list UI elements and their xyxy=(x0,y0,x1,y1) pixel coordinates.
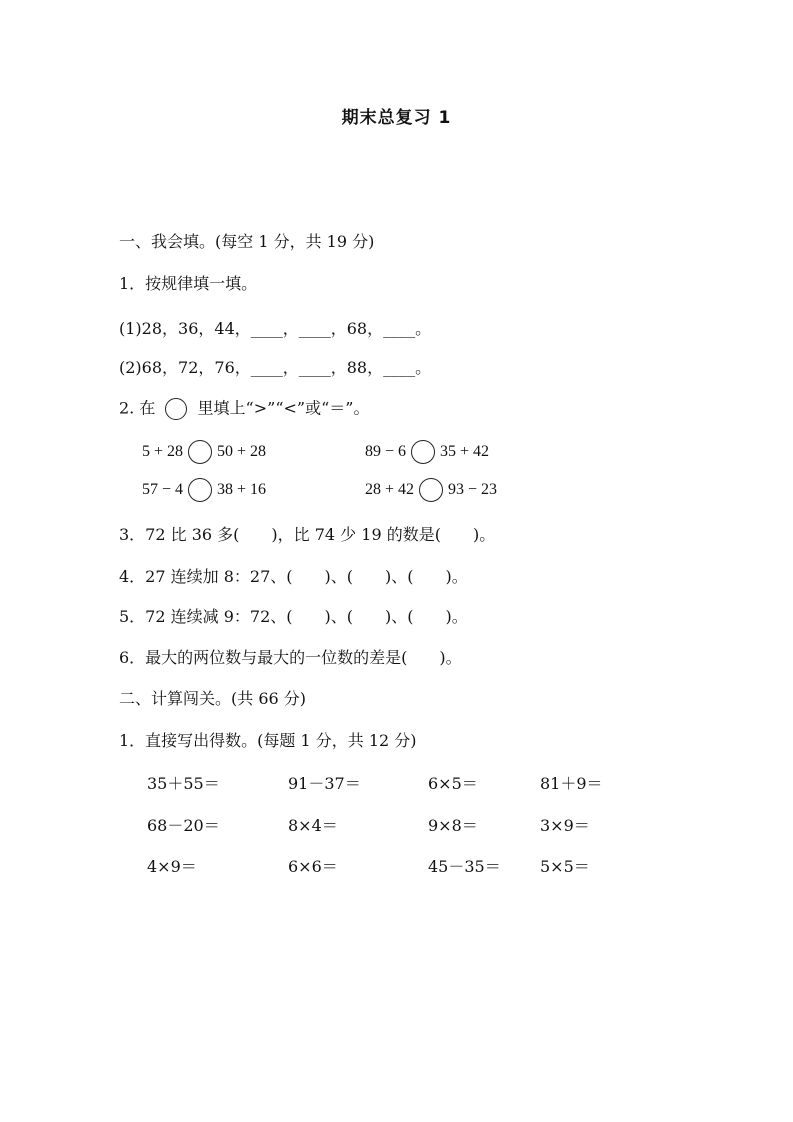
question-3: 3．72 比 36 多( )，比 74 少 19 的数是( )。 xyxy=(119,525,496,544)
compare-right: 50 + 28 xyxy=(217,443,267,460)
question-6: 6．最大的两位数与最大的一位数的差是( )。 xyxy=(119,648,462,667)
calc-item: 9×8＝ xyxy=(428,816,478,835)
calc-item: 45－35＝ xyxy=(428,857,501,876)
section-1-heading: 一、我会填。(每空 1 分，共 19 分) xyxy=(119,232,375,251)
question-5: 5．72 连续减 9：72、( )、( )、( )。 xyxy=(119,607,468,626)
compare-left: 28 + 42 xyxy=(365,481,415,498)
calc-item: 91－37＝ xyxy=(288,774,361,793)
blank-circle-icon xyxy=(165,398,187,420)
compare-item xyxy=(365,478,497,502)
compare-item xyxy=(142,478,266,502)
calc-item: 35＋55＝ xyxy=(147,774,220,793)
question-2-suffix: 里填上“>”“<”或“＝”。 xyxy=(197,398,370,418)
calc-item: 8×4＝ xyxy=(288,816,338,835)
compare-left: 57 − 4 xyxy=(142,481,184,498)
calc-item: 3×9＝ xyxy=(540,816,590,835)
page-title: 期末总复习 1 xyxy=(341,108,452,128)
calc-item: 81＋9＝ xyxy=(540,774,603,793)
calc-item: 4×9＝ xyxy=(147,857,197,876)
compare-circle[interactable] xyxy=(411,440,435,464)
question-1-title: 1．按规律填一填。 xyxy=(119,274,258,293)
compare-right: 93 − 23 xyxy=(448,481,498,498)
compare-left: 89 − 6 xyxy=(365,443,407,460)
compare-circle[interactable] xyxy=(419,478,443,502)
calc-item: 6×5＝ xyxy=(428,774,478,793)
compare-right: 35 + 42 xyxy=(440,443,490,460)
compare-circle[interactable] xyxy=(188,478,212,502)
section-2-heading: 二、计算闯关。(共 66 分) xyxy=(119,689,307,708)
compare-circle[interactable] xyxy=(188,440,212,464)
question-1a: (1)28，36，44，____，____，68，____。 xyxy=(119,319,432,338)
question-2 xyxy=(119,398,369,420)
question-1b: (2)68，72，76，____，____，88，____。 xyxy=(119,358,432,377)
question-4: 4．27 连续加 8：27、( )、( )、( )。 xyxy=(119,567,468,586)
compare-item xyxy=(142,440,266,464)
calc-item: 68－20＝ xyxy=(147,816,220,835)
calc-question-1-title: 1．直接写出得数。(每题 1 分，共 12 分) xyxy=(119,731,417,750)
compare-right: 38 + 16 xyxy=(217,481,267,498)
calc-item: 6×6＝ xyxy=(288,857,338,876)
compare-item xyxy=(365,440,489,464)
calc-item: 5×5＝ xyxy=(540,857,590,876)
compare-left: 5 + 28 xyxy=(142,443,184,460)
question-2-prefix: 2. 在 xyxy=(119,398,156,418)
